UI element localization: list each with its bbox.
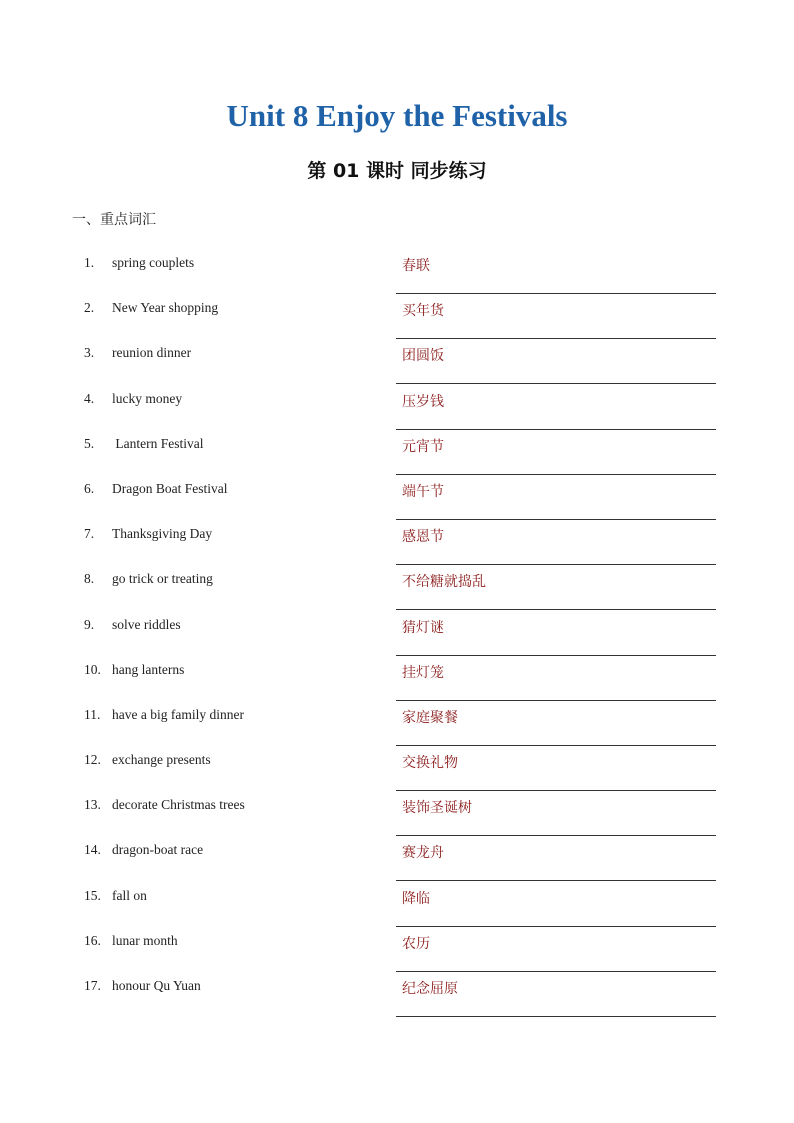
item-number: 8. [84,571,95,587]
vocab-row [0,611,794,656]
answer-line [396,836,716,881]
vocab-row [0,791,794,836]
item-number: 7. [84,526,95,542]
answer-line [396,385,716,430]
chinese-answer: 压岁钱 [402,393,444,410]
english-term: spring couplets [112,255,195,270]
item-number: 2. [84,300,95,316]
english-term: solve riddles [112,616,181,632]
item-number: 4. [84,390,95,406]
item-number: 14. [84,842,101,858]
section-heading: 一、重点词汇 [72,212,156,228]
english-term: exchange presents [112,752,211,768]
item-number: 13. [84,797,101,813]
english-term: Dragon Boat Festival [112,480,228,496]
answer-line [396,520,716,565]
answer-line [396,746,716,791]
answer-line [396,791,716,836]
chinese-answer: 纪念屈原 [402,981,458,997]
vocab-row [0,746,794,791]
answer-line [396,656,716,701]
vocab-list [0,249,794,1017]
vocab-row [0,836,794,881]
chinese-answer: 交换礼物 [402,755,458,772]
chinese-answer: 农历 [402,935,430,952]
english-term: honour Qu Yuan [112,978,201,993]
vocab-row [0,430,794,475]
vocab-row [0,520,794,565]
vocab-row [0,701,794,746]
english-term: hang lanterns [112,661,185,677]
answer-line [396,565,716,610]
item-number: 9. [84,616,95,632]
chinese-answer: 挂灯笼 [402,664,444,681]
answer-line [396,294,716,339]
english-term: lunar month [112,932,178,948]
answer-line [396,430,716,475]
vocab-row [0,339,794,384]
chinese-answer: 赛龙舟 [402,845,444,862]
item-number: 6. [84,480,95,496]
answer-line [396,927,716,972]
chinese-answer: 感恩节 [402,529,444,546]
english-term: decorate Christmas trees [112,797,245,813]
chinese-answer: 装饰圣诞树 [402,800,472,817]
answer-line [396,249,716,294]
answer-line [396,701,716,746]
chinese-answer: 不给糖就捣乱 [402,574,486,591]
item-number: 11. [84,706,101,722]
vocab-row [0,565,794,610]
item-number: 12. [84,752,101,768]
answer-line [396,882,716,927]
vocab-row [0,882,794,927]
chinese-answer: 猜灯谜 [402,619,444,636]
vocab-row [0,385,794,430]
chinese-answer: 买年货 [402,303,444,320]
chinese-answer: 团圆饭 [402,348,444,365]
vocab-row [0,294,794,339]
english-term: lucky money [112,390,183,406]
item-number: 15. [84,887,101,903]
english-term: fall on [112,887,147,903]
vocab-row [0,249,794,294]
page-title: Unit 8 Enjoy the Festivals [226,98,568,133]
item-number: 17. [84,978,101,993]
vocab-row [0,927,794,972]
chinese-answer: 元宵节 [402,438,444,455]
answer-line [396,972,716,1017]
vocab-row [0,656,794,701]
chinese-answer: 降临 [402,890,430,907]
english-term: dragon-boat race [112,842,204,858]
answer-line [396,611,716,656]
english-term: Lantern Festival [112,435,204,451]
answer-line [396,339,716,384]
answer-line [396,475,716,520]
chinese-answer: 家庭聚餐 [402,709,458,726]
item-number: 1. [84,255,95,270]
english-term: New Year shopping [112,300,219,316]
vocab-row [0,475,794,520]
vocab-row [0,972,794,1017]
item-number: 3. [84,345,95,361]
english-term: reunion dinner [112,345,192,361]
chinese-answer: 端午节 [402,483,444,500]
lesson-subtitle: 第 01 课时 同步练习 [307,160,487,182]
item-number: 5. [84,435,95,451]
item-number: 10. [84,661,101,677]
item-number: 16. [84,932,101,948]
english-term: go trick or treating [112,571,213,587]
english-term: Thanksgiving Day [112,526,213,542]
english-term: have a big family dinner [112,706,244,722]
chinese-answer: 春联 [402,258,430,274]
